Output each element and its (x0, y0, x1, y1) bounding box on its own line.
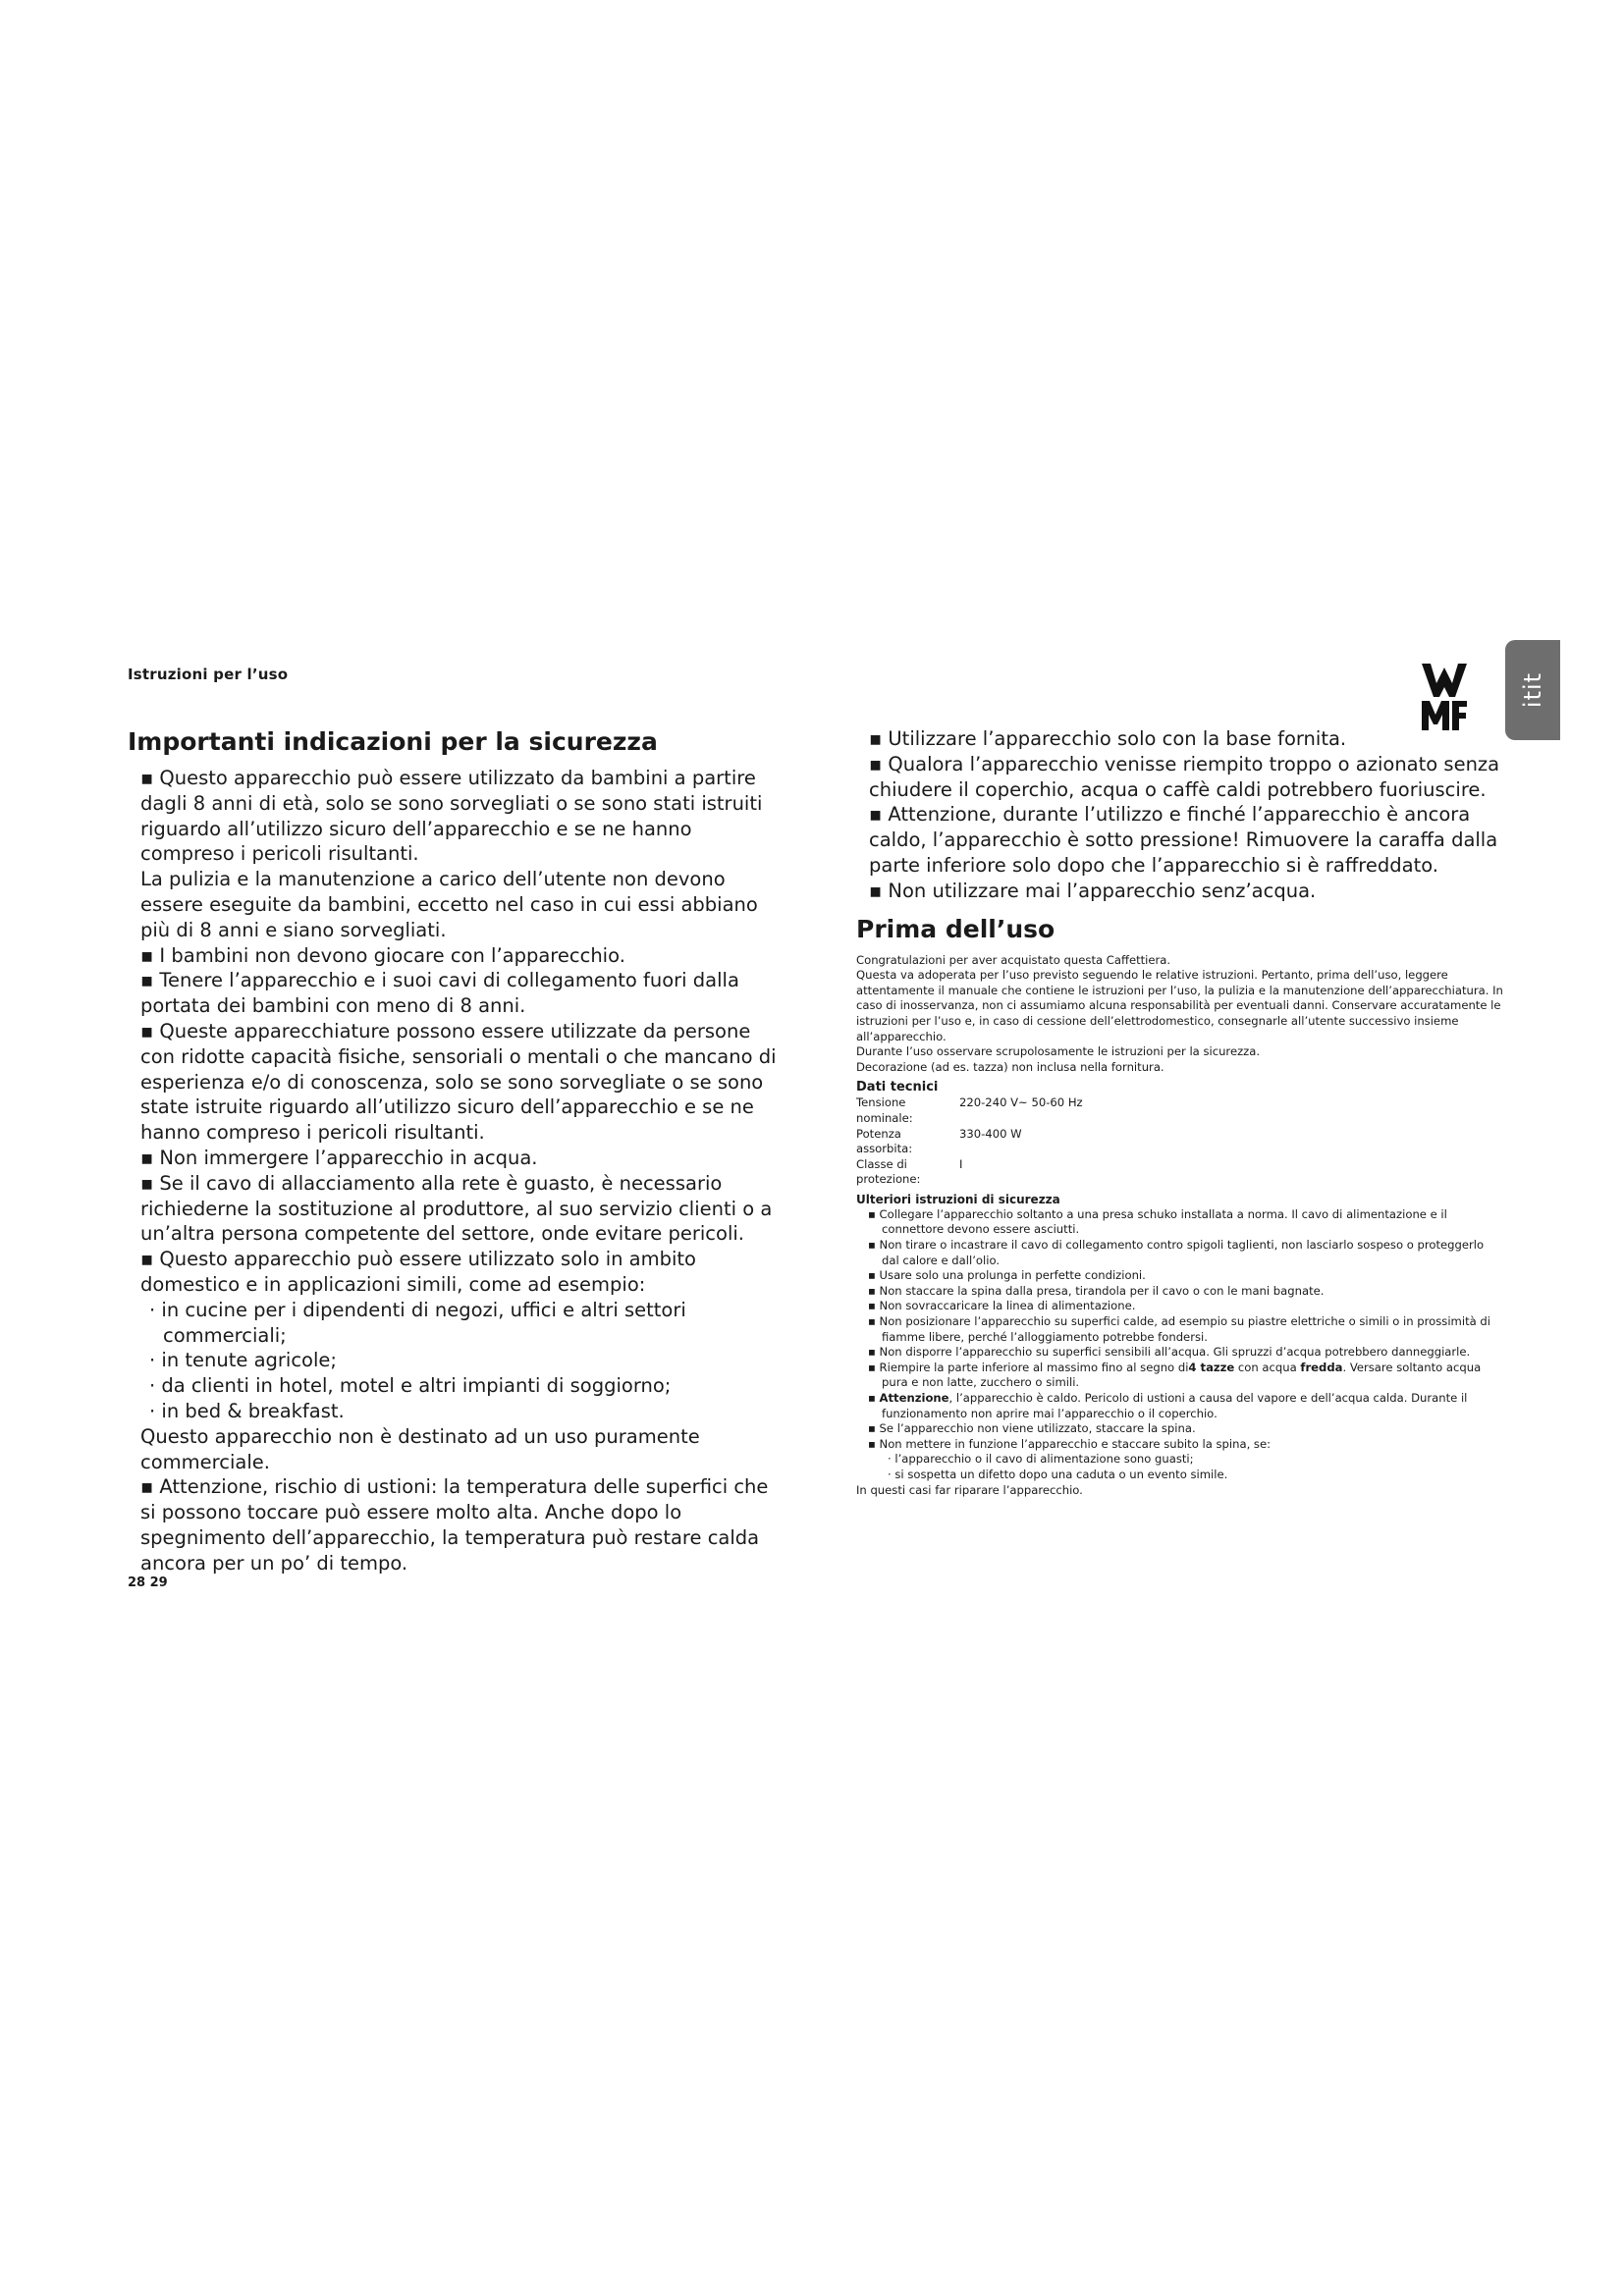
spec-value: 220-240 V~ 50-60 Hz (959, 1095, 1083, 1110)
spec-value: I (959, 1156, 963, 1171)
spec-key: Potenza assorbita: (856, 1126, 913, 1156)
fill-text-mid: con acqua (1234, 1360, 1301, 1374)
intro-paragraph: Durante l’uso osservare scrupolosamente le istruzioni per la sicurezza. (856, 1044, 1261, 1059)
safety-continued (856, 726, 1504, 904)
extra-safety-heading: Ulteriori istruzioni di sicurezza (856, 1192, 1060, 1206)
safety-paragraph: Questo apparecchio non è destinato ad un uso puramente commerciale. (140, 1424, 700, 1473)
before-use-heading: Prima dell’uso (856, 914, 1056, 943)
tech-data-heading: Dati tecnici (856, 1080, 939, 1095)
safety-paragraph: ▪ Questo apparecchio può essere utilizzato da bambini a partire dagli 8 anni di età, solo se sono sorvegliati o se sono stati istruiti riguardo all’utilizzo sicuro dell’apparecchio e se ne hanno compreso i pericoli risultanti. (140, 767, 763, 866)
safety-paragraph: ▪ Utilizzare l’apparecchio solo con la base fornita. (869, 727, 1347, 750)
extra-safety-sub-item: · l’apparecchio o il cavo di alimentazione sono guasti; (888, 1452, 1194, 1467)
safety-paragraph: ▪ Queste apparecchiature possono essere utilizzate da persone con ridotte capacità fisiche, sensoriali o mentali o che mancano di esperienza e/o di conoscenza, solo se sono sorvegliate o se sono state istruite riguardo all’utilizzo sicuro dell’apparecchio e se ne hanno compreso i pericoli risultanti. (140, 1019, 777, 1145)
spec-row (856, 1157, 1504, 1188)
safety-paragraph: ▪ Tenere l’apparecchio e i suoi cavi di collegamento fuori dalla portata dei bambini con meno di 8 anni. (140, 969, 739, 1018)
fill-cups-bold: 4 tazze (1188, 1360, 1235, 1374)
extra-safety-item: ▪ Non disporre l’apparecchio su superfici sensibili all’acqua. Gli spruzzi d’acqua potrebbero danneggiarle. (868, 1345, 1471, 1360)
fill-text-pre: ▪ Riempire la parte inferiore al massimo fino al segno di (868, 1360, 1189, 1374)
extra-safety-item: ▪ Collegare l’apparecchio soltanto a una presa schuko installata a norma. Il cavo di alimentazione e il connettore devono essere asciutti. (868, 1206, 1447, 1237)
spec-key: Tensione nominale: (856, 1095, 913, 1125)
extra-safety-item: ▪ Non sovraccaricare la linea di alimentazione. (868, 1299, 1136, 1313)
usage-sub-item: · in tenute agricole; (149, 1349, 337, 1372)
language-tab-label: itit (1519, 671, 1546, 709)
intro-paragraph: Questa va adoperata per l’uso previsto seguendo le relative istruzioni. Pertanto, prima dell’uso, leggere attentamente il manuale che contiene le istruzioni per l’uso, la pulizia e la manutenzione dell’apparecchiatura. In caso di inosservanza, non ci assumiamo alcuna responsabilità per eventuali danni. Conservare accuratamente le istruzioni per l’uso e, in caso di cessione dell’elettrodomestico, consegnarle all’utente successivo insieme all’apparecchio. (856, 968, 1503, 1043)
right-column (856, 726, 1504, 1498)
extra-safety-item: ▪ Usare solo una prolunga in perfette condizioni. (868, 1268, 1146, 1283)
document-header: Istruzioni per l’uso (128, 666, 289, 683)
usage-sub-item: · in bed & breakfast. (149, 1399, 345, 1422)
before-use-body (856, 953, 1504, 1499)
wmf-logo-icon (1420, 662, 1469, 732)
spec-row (856, 1095, 1504, 1126)
fill-cold-bold: fredda (1300, 1360, 1343, 1374)
spec-value: 330-400 W (959, 1126, 1022, 1141)
fill-instruction-item (856, 1361, 1504, 1391)
safety-paragraph: ▪ Attenzione, rischio di ustioni: la temperatura delle superfici che si possono toccare può essere molto alta. Anche dopo lo spegnimento dell’apparecchio, la temperatura può restare calda ancora per un po’ di tempo. (140, 1475, 769, 1575)
safety-paragraph: ▪ Qualora l’apparecchio venisse riempito troppo o azionato senza chiudere il coperchio, acqua o caffè caldi potrebbero fuoriuscire. (869, 752, 1500, 801)
extra-safety-item: ▪ Non posizionare l’apparecchio su superfici calde, ad esempio su piastre elettriche o simili o in prossimità di fiamme libere, perché l’alloggiamento potrebbe fondersi. (868, 1314, 1490, 1344)
usage-sub-item: · da clienti in hotel, motel e altri impianti di soggiorno; (149, 1374, 672, 1398)
safety-paragraph: ▪ Non immergere l’apparecchio in acqua. (140, 1146, 538, 1169)
extra-safety-item: ▪ Non staccare la spina dalla presa, tirandola per il cavo o con le mani bagnate. (868, 1283, 1325, 1298)
extra-safety-item: ▪ Se l’apparecchio non viene utilizzato, staccare la spina. (868, 1421, 1196, 1436)
hot-warning-bold: Attenzione (879, 1391, 949, 1406)
hot-warning-text: , l’apparecchio è caldo. Pericolo di ustioni a causa del vapore e dell’acqua calda. Durante il funzionamento non aprire mai l’apparecchio o il coperchio. (882, 1391, 1468, 1420)
fill-text-post: . Versare soltanto acqua pura e non latte, zucchero o simili. (882, 1360, 1482, 1390)
spec-row (856, 1127, 1504, 1157)
safety-heading: Importanti indicazioni per la sicurezza (128, 727, 658, 756)
hot-warning-item: ▪ Attenzione, l’apparecchio è caldo. Pericolo di ustioni a causa del vapore e dell’acqua calda. Durante il funzionamento non aprire mai l’apparecchio o il coperchio. (868, 1391, 1468, 1420)
safety-paragraph: ▪ Non utilizzare mai l’apparecchio senz’acqua. (869, 879, 1317, 902)
safety-paragraph: ▪ Questo apparecchio può essere utilizzato solo in ambito domestico e in applicazioni simili, come ad esempio: (140, 1248, 696, 1296)
safety-paragraph: La pulizia e la manutenzione a carico dell’utente non devono essere eseguite da bambini, eccetto nel caso in cui essi abbiano più di 8 anni e siano sorvegliati. (140, 868, 758, 941)
intro-paragraph: Decorazione (ad es. tazza) non inclusa nella fornitura. (856, 1059, 1164, 1074)
extra-safety-sub-item: · si sospetta un difetto dopo una caduta o un evento simile. (888, 1467, 1228, 1481)
extra-safety-item: ▪ Non mettere in funzione l’apparecchio e staccare subito la spina, se: (868, 1436, 1272, 1451)
intro-paragraph: Congratulazioni per aver acquistato questa Caffettiera. (856, 952, 1171, 967)
spec-key: Classe di protezione: (856, 1156, 921, 1187)
safety-paragraph: ▪ I bambini non devono giocare con l’apparecchio. (140, 943, 625, 967)
safety-paragraph: ▪ Se il cavo di allacciamento alla rete è guasto, è necessario richiederne la sostituzione al produttore, al suo servizio clienti o a un’altra persona competente del settore, onde evitare pericoli. (140, 1171, 773, 1246)
language-tab[interactable] (1505, 640, 1560, 740)
closing-note: In questi casi far riparare l’apparecchio. (856, 1482, 1083, 1497)
left-column (128, 726, 785, 1576)
page-numbers: 28 29 (128, 1575, 168, 1590)
safety-paragraph: ▪ Attenzione, durante l’utilizzo e finché l’apparecchio è ancora caldo, l’apparecchio è sotto pressione! Rimuovere la caraffa dalla parte inferiore solo dopo che l’apparecchio si è raffreddato. (869, 803, 1498, 877)
extra-safety-item: ▪ Non tirare o incastrare il cavo di collegamento contro spigoli taglienti, non lasciarlo sospeso o proteggerlo dal calore e dall’olio. (868, 1238, 1485, 1267)
usage-sub-item: · in cucine per i dipendenti di negozi, uffici e altri settori commerciali; (149, 1298, 686, 1347)
